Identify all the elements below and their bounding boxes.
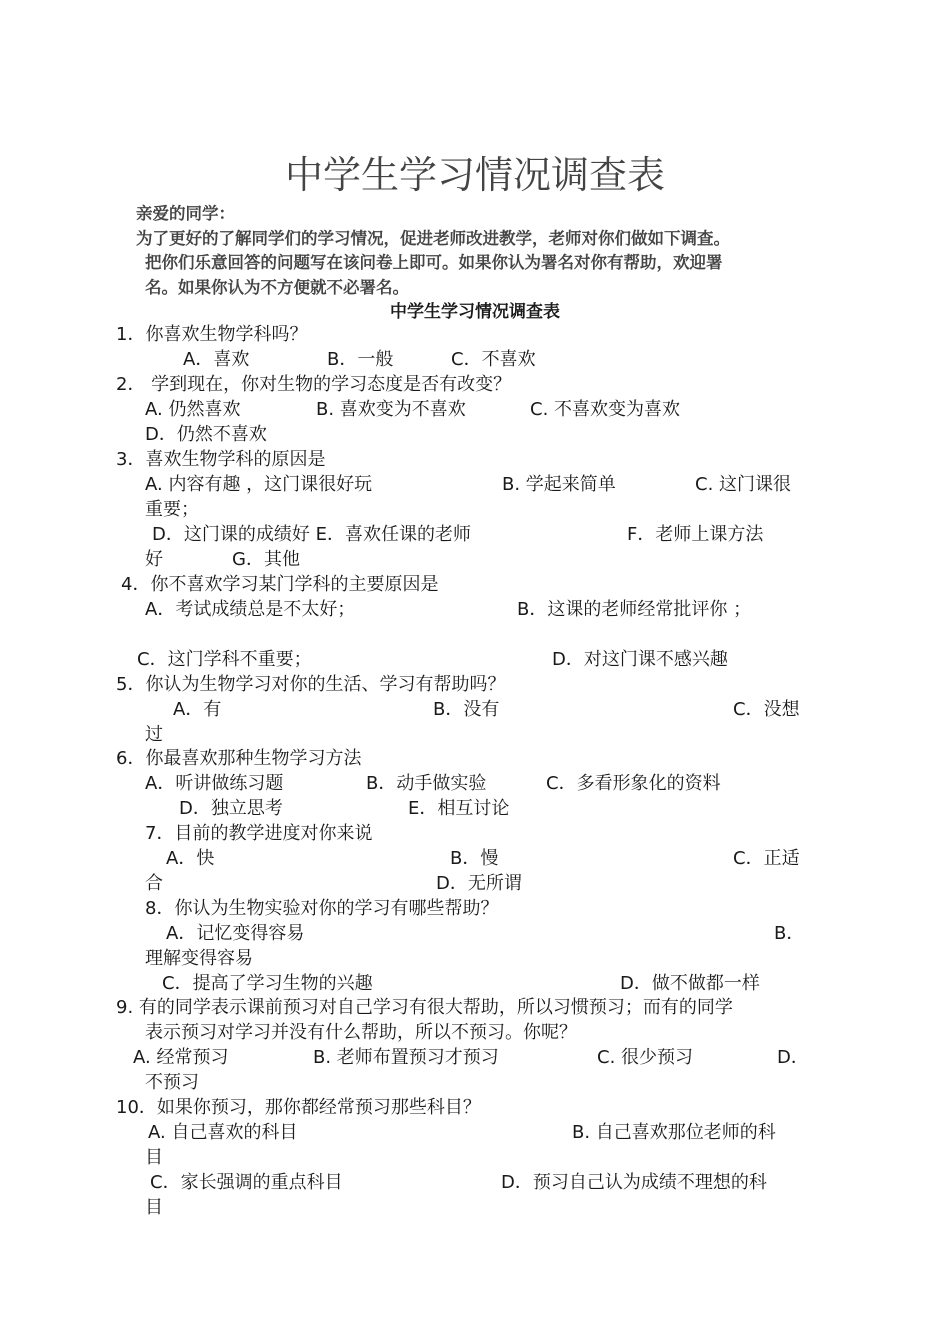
option: D．这门课的成绩好 E．喜欢任课的老师	[152, 524, 471, 545]
option: A．记忆变得容易	[166, 923, 305, 944]
option: A．听讲做练习题	[145, 773, 284, 794]
option: A．有	[173, 699, 222, 720]
option: C．正适	[733, 848, 800, 869]
question-text: 4．你不喜欢学习某门学科的主要原因是	[121, 574, 439, 595]
option: C．多看形象化的资料	[546, 773, 721, 794]
option: C．没想	[733, 699, 800, 720]
option: D．独立思考	[179, 798, 283, 819]
intro-line: 把你们乐意回答的问题写在该问卷上即可。如果你认为署名对你有帮助，欢迎署	[145, 253, 723, 272]
section-subtitle: 中学生学习情况调查表	[390, 302, 560, 322]
option: D．无所谓	[436, 873, 522, 894]
option: C．这门学科不重要；	[137, 649, 312, 670]
option: D．仍然不喜欢	[145, 424, 267, 445]
option: B. 自己喜欢那位老师的科	[572, 1122, 776, 1143]
option: 理解变得容易	[145, 948, 253, 969]
question-text: 表示预习对学习并没有什么帮助，所以不预习。你呢？	[145, 1022, 577, 1043]
intro-line: 名。如果你认为不方便就不必署名。	[145, 278, 409, 297]
option: B．一般	[327, 349, 394, 370]
question-text: 1．你喜欢生物学科吗？	[116, 324, 308, 345]
option: B．	[774, 923, 805, 944]
option: A．考试成绩总是不太好；	[145, 599, 356, 620]
option: A. 内容有趣 ，这门课很好玩	[145, 474, 373, 495]
intro-line: 为了更好的了解同学们的学习情况，促进老师改进教学，老师对你们做如下调查。	[136, 229, 730, 248]
option: 好	[145, 549, 163, 570]
option: G．其他	[232, 549, 300, 570]
option: B．这课的老师经常批评你 ；	[517, 599, 752, 620]
option: 目	[145, 1197, 163, 1218]
question-text: 10．如果你预习，那你都经常预习那些科目？	[116, 1097, 481, 1118]
option: C. 这门课很	[695, 474, 792, 495]
option: 目	[145, 1147, 163, 1168]
option: D．对这门课不感兴趣	[552, 649, 728, 670]
page-title: 中学生学习情况调查表	[284, 153, 665, 197]
option: A. 经常预习	[133, 1047, 229, 1068]
option: B. 学起来简单	[502, 474, 616, 495]
question-text: 9. 有的同学表示课前预习对自己学习有很大帮助，所以习惯预习；而有的同学	[116, 997, 733, 1018]
option: A. 仍然喜欢	[145, 399, 241, 420]
option: A．喜欢	[183, 349, 250, 370]
option: D．	[777, 1047, 809, 1068]
option: B．动手做实验	[366, 773, 487, 794]
option: 重要；	[145, 499, 199, 520]
option: D．做不做都一样	[620, 973, 760, 994]
option: D．预习自己认为成绩不理想的科	[501, 1172, 767, 1193]
option: B．没有	[433, 699, 500, 720]
option: C. 很少预习	[597, 1047, 694, 1068]
question-text: 8．你认为生物实验对你的学习有哪些帮助？	[145, 898, 499, 919]
intro-greeting: 亲爱的同学：	[136, 204, 235, 223]
question-text: 7．目前的教学进度对你来说	[145, 823, 373, 844]
option: C．提高了学习生物的兴趣	[162, 973, 373, 994]
option: C．家长强调的重点科目	[150, 1172, 343, 1193]
option: 不预习	[145, 1072, 199, 1093]
option: 过	[145, 724, 163, 745]
question-text: 6．你最喜欢那种生物学习方法	[116, 748, 362, 769]
option: B．慢	[450, 848, 499, 869]
option: B. 喜欢变为不喜欢	[316, 399, 466, 420]
option: C．不喜欢	[451, 349, 536, 370]
question-text: 5．你认为生物学习对你的生活、学习有帮助吗？	[116, 674, 506, 695]
option: B. 老师布置预习才预习	[313, 1047, 499, 1068]
option: A．快	[166, 848, 215, 869]
option: 合	[145, 873, 163, 894]
question-text: 2． 学到现在，你对生物的学习态度是否有改变？	[116, 374, 512, 395]
option: F．老师上课方法	[627, 524, 764, 545]
question-text: 3．喜欢生物学科的原因是	[116, 449, 326, 470]
option: A. 自己喜欢的科目	[148, 1122, 298, 1143]
option: C. 不喜欢变为喜欢	[530, 399, 681, 420]
option: E．相互讨论	[408, 798, 510, 819]
